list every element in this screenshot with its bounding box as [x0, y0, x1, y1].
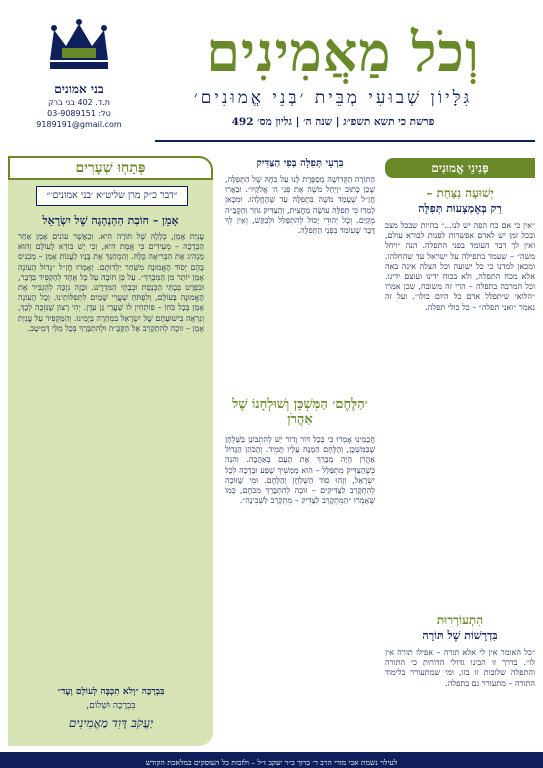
left-panel-header: פְּתַחְוּ שְׁעָרִים [8, 156, 213, 180]
newsletter-title: וְכֹל מַאֲמִינִים [206, 20, 480, 84]
issue-line: פרשת כי תשא תשפ״ג | שנה ה׳ | גליון מס׳ 492 [231, 116, 435, 128]
left-panel-subheader: ״דבר כ״ק מרן שליט״א ׳בני אמונים׳״ [36, 186, 188, 206]
logo-contact-phone: טל: 03-9089151 [47, 109, 111, 118]
footer-text: לעילוי נשמת אבי מורי הרב ר׳ ברוך ב״ר יעקב ז״ל – ולזכות כל העוסקים במלאכת הקודש [145, 758, 398, 767]
left-panel [8, 156, 213, 746]
logo [20, 16, 138, 136]
newsletter-subtitle: גִּלָּיוֹן שְׁבוּעִי מְבֵּית ׳בְּנֵי אֱמוּנִים׳ [193, 88, 473, 108]
crown-icon [44, 16, 114, 76]
section2-title: הִתְעוֹרְרוּת [436, 613, 484, 627]
left-panel-blessing: בִּבְרָכָה ״וְלֹא תִכְבֶּה לְעוֹלָם וָעֶד״ [57, 687, 165, 697]
logo-contact-address: ת.ד. 402 בני ברק [47, 98, 111, 107]
logo-contact-email: 9189191@gmail.com [36, 120, 122, 129]
section1-title: יְשׁוּעָה נִצַּחַת – [426, 186, 494, 200]
left-panel-text: עָנִיַּת אָמֵן, כְּלָלָהּ שֶׁל תּוֹרָה הִיא. וְכַאֲשֶׁר עוֹנִים אָמֵן אַחַר הַבְּרָכָה – מְעִידִים כִּי אֱמֶת הִיא, וְכִי יֵשׁ בּוֹרֵא לָעוֹלָם וְהוּא מַנְהִיג אֶת הַבְּרִיאָה כֻּלָּהּ. וְהַמְחַנֵּךְ אֶת בָּנָיו לַעֲנוֹת אָמֵן – מַכְנִיס בָּהֶם יְסוֹד הָאֱמוּנָה מִשַּׁחַר יַלְדוּתָם. וְאָמְרוּ חֲזַ״ל ״גָּדוֹל הָעוֹנֶה אָמֵן יוֹתֵר מִן הַמְּבָרֵךְ״. עַל כֵּן חוֹבָה עַל כָּל אֶחָד לְהַקְפִּיד בַּדָּבָר, וּבִפְרָט בְּבָתֵּי הַכְּנֶסֶת וּבְבָתֵּי הַמִּדְרָשׁ. וּבָזֶה נִזְכֶּה לְהַגְבִּיר אֶת הָאֱמוּנָה בָּעוֹלָם, וְלִפְתֹּחַ שַׁעֲרֵי שָׁמַיִם לִתְפִלּוֹתֵינוּ. וְכָל הָעוֹנֶה אָמֵן בְּכָל כֹּחוֹ – פּוֹתְחִין לוֹ שַׁעֲרֵי גַּן עֵדֶן. יְהִי רָצוֹן שֶׁנִּזְכֶּה לְכָךְ, וְנִרְאֶה בִּישׁוּעָתָם שֶׁל יִשְׂרָאֵל בִּמְהֵרָה בְּיָמֵינוּ. וְהַמַּקְפִּיד עַל עֲנִיַּת אָמֵן – זוֹכֶה לְהִתְקָרֵב אֶל הַקָּבָּ״ה וּלְהִתְבָּרֵךְ בְּכָל מִלֵּי דְּמֵיטָב. [18, 232, 204, 333]
middle-column [225, 158, 375, 748]
middle-text-2: חֲכָמֵינוּ אָמְרוּ כִּי בְּכָל דּוֹר וָדוֹר יֵשׁ לְהִתְבּוֹנֵן בַּשֻּׁלְחָן שֶׁבַּמִּשְׁכָּן, וְהַלֶּחֶם הַמֻּנָּח עָלָיו תָּמִיד. וְהַכֹּהֵן הַגָּדוֹל אַהֲרֹן הָיָה מְבָרֵךְ אֶת הָעָם בְּאַהֲבָה. וְהִנֵּה כְּשֶׁהַצַּדִּיק מִתְפַּלֵּל – הוּא מַמְשִׁיךְ שֶׁפַע וּבְרָכָה לְכָל יִשְׂרָאֵל, וְזֶהוּ סוֹד הַשֻּׁלְחָן וְהַלֶּחֶם. וּמִי שֶׁזּוֹכֶה לְהִתְקָרֵב לַצַּדִּיקִים – זוֹכֶה לְהִתְבָּרֵךְ מִכֹּחָם, כְּמוֹ שֶׁאָמְרוּ ״הַמִּתְקָרֵב לְצַדִּיק – מִתְקָרֵב לַשְּׁכִינָה״. [225, 435, 375, 506]
right-column-header: פְּנִינֵי אֱמוּנִים [385, 158, 535, 178]
left-panel-closing: בִּבְרָכָה וּשְׁלוֹם, [86, 701, 136, 711]
masthead [0, 0, 543, 148]
middle-column-header: בִּרְעֵי תְּפִלָּה בְּפִי הַצַּדִּיק [256, 158, 344, 169]
middle-text-1: הַתּוֹרָה הַקְּדוֹשָׁה מְסַפֶּרֶת לָנוּ עַל כֹּחָהּ שֶׁל הַתְּפִלָּה, שֶׁכֵּן כָּתוּב ״וַיְחַל מֹשֶׁה אֶת פְּנֵי ה׳ אֱלֹקָיו״. וּבֵאֲרוּ חֲזַ״ל שֶׁעָמַד מֹשֶׁה בִּתְפִלָּה עַד שֶׁהֶחֱלָהוּ. וּמִכָּאן לָמְדוּ כִּי תְּפִלָּה עוֹשָׂה מַחֲצִית, וְהַצַּדִּיק גּוֹזֵר וְהַקָּבָּ״ה מְקַיֵּם. וְכָל יְהוּדִי יָכוֹל לְהִתְפַּלֵּל וּלְבַקֵּשׁ, וְאֵין לְךָ דָּבָר שֶׁעוֹמֵד בִּפְנֵי הַתְּפִלָּה. [225, 175, 375, 236]
section1-text: ״אין כי אם כח הפה יש לנו...״ בהיות שבכל מצב ובכל זמן יש לאדם אפשרות לפנות לבורא עולם, ואין לך דבר העומד בפני התפלה. הנה ״ויחל משה״ – שעמד בתפילה על ישראל עד שהחלהו. ומכאן למדנו כי כל ישועה וכל הצלה אינה באה אלא מכח התפלה, ולא בכוח ידינו ועוצם ידינו. וכל המרבה בתפלה – הרי זה משובח, שכן אמרו ״הלואי שיתפלל אדם כל היום כולו״. ועל זה נאמר ״ואני תפלה״ – כל כולי תפלה. [385, 221, 535, 312]
left-panel-title: אָמֵן – חוֹבַת הַהַנְהָגָה שֶׁל יִשְׂרָאֵל [42, 214, 179, 227]
middle-section-title: ׳הַלֶּחֶם׳ הַמִּשְׁכָּן וְשׁוּלְחָנוֹ שֶׁל אַהֲרֹן [232, 397, 368, 427]
section2-text: ״כל האומר אין לי אלא תורה – אפילו תורה אין לו״. בדרך זו הבינו גדולי הדורות כי התורה והתפלה שלובות זו בזו, ומי שמתעורר בלימוד התורה – מתעורר גם בתפלה. [385, 648, 535, 688]
left-panel-signature: יַעֲקֹב דָּוִד מַאֲמִינִים [68, 716, 154, 730]
section1-subtitle: רַק בְּאֶמְצָעוּת תְּפִלָּה [418, 202, 502, 215]
right-column [385, 158, 535, 748]
masthead-divider [155, 140, 535, 142]
section2-subtitle: בִּדְרָשׁוֹת שֶׁל תּוֹרָה [422, 629, 498, 642]
logo-name: בני אמונים [54, 82, 104, 96]
